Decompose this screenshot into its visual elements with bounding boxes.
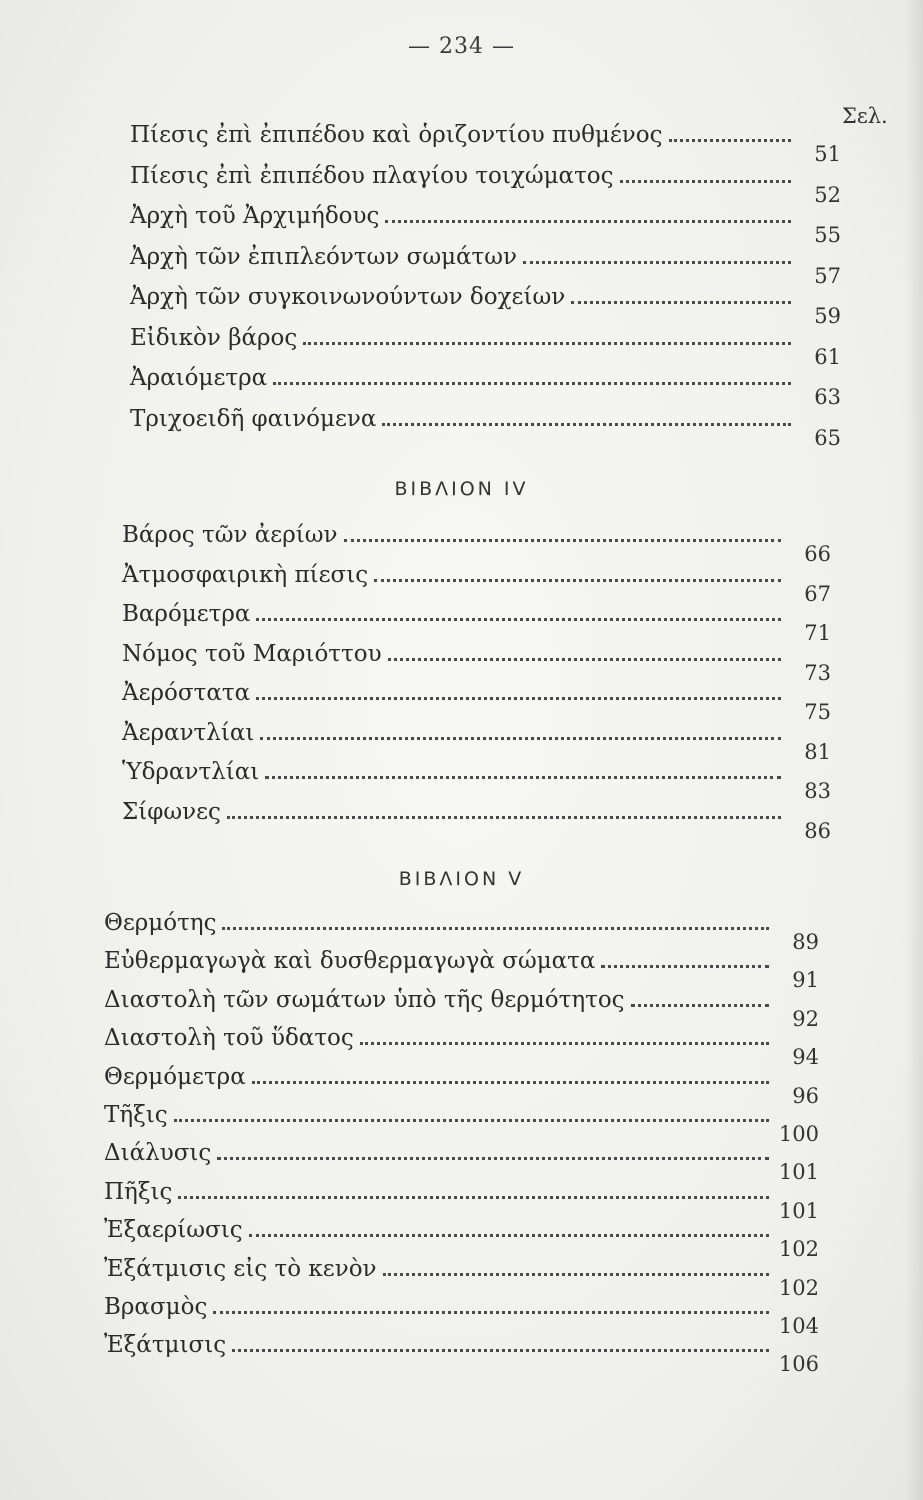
toc-entry-page-number: 59 <box>814 304 841 328</box>
dot-leader <box>374 578 781 582</box>
toc-entry-title: Θερμότης <box>104 910 217 936</box>
dot-leader <box>601 964 769 968</box>
dot-leader <box>222 926 769 930</box>
toc-entry-title: Πίεσις ἐπὶ ἐπιπέδου πλαγίου τοιχώματος <box>130 162 614 189</box>
toc-entry-title: Ἐξάτμισις εἰς τὸ κενὸν <box>104 1255 377 1282</box>
toc-entry <box>104 938 819 993</box>
toc-entry <box>122 710 831 764</box>
toc-entry-title: Εἰδικὸν βάρος <box>130 324 298 351</box>
toc-entry-page-number: 92 <box>792 1006 819 1031</box>
toc-entry <box>104 1322 819 1377</box>
dot-leader <box>174 1118 769 1122</box>
toc-entry <box>104 1169 819 1223</box>
toc-entry-page-number: 106 <box>778 1352 819 1377</box>
toc-entry-page-number: 55 <box>814 223 841 247</box>
toc-entry-title: Ὑδραντλίαι <box>122 759 260 785</box>
toc-entry-page-number: 91 <box>792 968 819 993</box>
dot-leader <box>232 1348 769 1352</box>
toc-entry-title: Διαστολὴ τῶν σωμάτων ὑπὸ τῆς θερμότητος <box>104 986 625 1013</box>
toc-entry-title: Ἐξαερίωσις <box>104 1217 243 1244</box>
dot-leader <box>571 300 791 304</box>
toc-entry <box>104 1130 819 1185</box>
toc-entry <box>130 234 841 288</box>
toc-entry-title: Ἀρχὴ τῶν συγκοινωνούντων δοχείων <box>130 284 566 310</box>
toc-entry <box>122 789 831 843</box>
toc-entry <box>104 1246 819 1300</box>
toc-entry <box>122 552 831 606</box>
dot-leader <box>252 1080 769 1084</box>
dot-leader <box>383 1272 769 1276</box>
dot-leader <box>249 1233 769 1237</box>
dot-leader <box>385 219 791 223</box>
dot-leader <box>620 179 791 183</box>
toc-entry-title: Διαστολὴ τοῦ ὕδατος <box>104 1025 354 1052</box>
toc-entry <box>130 193 841 247</box>
toc-entry-title: Νόμος τοῦ Μαριόττου <box>122 640 382 667</box>
toc-entry-page-number: 94 <box>792 1045 819 1070</box>
toc-entry-page-number: 67 <box>804 581 831 606</box>
toc-entry-title: Ἀτμοσφαιρικὴ πίεσις <box>122 561 369 588</box>
toc-entry-page-number: 102 <box>778 1275 819 1300</box>
toc-entry <box>104 1284 819 1338</box>
toc-entry-page-number: 52 <box>814 182 841 207</box>
dot-leader <box>631 1003 769 1007</box>
toc-entry <box>104 900 819 954</box>
toc-entry-page-number: 51 <box>814 142 841 166</box>
toc-entry <box>122 749 831 803</box>
toc-entry <box>130 315 841 369</box>
toc-entry-title: Πίεσις ἐπὶ ἐπιπέδου καὶ ὁριζοντίου πυθμένος <box>130 122 663 148</box>
toc-entry <box>122 512 831 566</box>
dot-leader <box>669 138 791 142</box>
toc-entry-page-number: 86 <box>804 818 831 843</box>
toc-entry-page-number: 101 <box>778 1160 819 1185</box>
toc-entry-page-number: 81 <box>804 739 831 764</box>
toc-entry-title: Πῆξις <box>104 1178 173 1205</box>
toc-entry-page-number: 63 <box>814 385 841 409</box>
toc-entry-page-number: 73 <box>804 660 831 685</box>
toc-entry-title: Τριχοειδῆ φαινόμενα <box>130 405 377 432</box>
section-heading: ΒΙΒΛΙΟΝ IV <box>394 478 529 500</box>
dot-leader <box>265 775 781 779</box>
toc-entry-title: Τῆξις <box>104 1102 168 1128</box>
toc-entry-page-number: 65 <box>814 425 841 450</box>
toc-entry-page-number: 57 <box>814 263 841 288</box>
toc-entry-title: Ἀρχὴ τῶν ἐπιπλεόντων σωμάτων <box>130 243 518 270</box>
toc-entry-page-number: 96 <box>792 1083 819 1108</box>
dot-leader <box>303 341 791 345</box>
toc-entry-page-number: 71 <box>804 621 831 645</box>
dot-leader <box>344 538 782 542</box>
dot-leader <box>260 736 781 740</box>
toc-entry <box>130 396 841 450</box>
toc-entry-title: Σίφωνες <box>122 798 221 825</box>
toc-entry <box>104 1207 819 1262</box>
toc-entry <box>104 977 819 1031</box>
toc-entry-title: Εὐθερμαγωγὰ καὶ δυσθερμαγωγὰ σώματα <box>104 948 596 975</box>
page-number: — 234 — <box>408 34 515 59</box>
toc-entry-title: Θερμόμετρα <box>104 1063 246 1090</box>
toc-entry <box>130 355 841 409</box>
page-column-header: Σελ. <box>842 104 888 128</box>
toc-entry-page-number: 83 <box>804 779 831 803</box>
toc-entry <box>104 1054 819 1108</box>
page-edge-shadow <box>905 0 923 1500</box>
toc-entry-page-number: 75 <box>804 700 831 724</box>
section-heading: ΒΙΒΛΙΟΝ V <box>398 868 525 890</box>
dot-leader <box>382 422 791 426</box>
toc-entry-page-number: 100 <box>778 1122 819 1146</box>
dot-leader <box>178 1195 769 1199</box>
toc-entry <box>122 591 831 645</box>
toc-entry-title: Ἀραιόμετρα <box>130 365 268 391</box>
toc-entry-page-number: 66 <box>804 542 831 566</box>
toc-entry-page-number: 104 <box>778 1314 819 1338</box>
toc-entry <box>122 670 831 724</box>
toc-entry <box>130 112 841 166</box>
toc-entry-title: Διάλυσις <box>104 1140 212 1167</box>
toc-entry-title: Βρασμὸς <box>104 1294 208 1320</box>
toc-entry-page-number: 61 <box>814 344 841 369</box>
toc-entry-page-number: 101 <box>778 1198 819 1223</box>
dot-leader <box>273 381 791 385</box>
toc-entry <box>130 274 841 328</box>
toc-entry <box>122 631 831 685</box>
dot-leader <box>213 1310 769 1314</box>
dot-leader <box>523 260 791 264</box>
dot-leader <box>256 696 781 700</box>
toc-entry-title: Ἀερόστατα <box>122 680 251 706</box>
dot-leader <box>360 1041 769 1045</box>
toc-entry-page-number: 102 <box>778 1237 819 1262</box>
toc-entry-page-number: 89 <box>792 930 819 954</box>
toc-entry <box>104 1015 819 1070</box>
toc-entry <box>130 153 841 207</box>
dot-leader <box>227 815 781 819</box>
dot-leader <box>388 657 781 661</box>
toc-entry-title: Ἐξάτμισις <box>104 1332 227 1359</box>
toc-entry-title: Βαρόμετρα <box>122 601 251 627</box>
dot-leader <box>217 1156 769 1160</box>
dot-leader <box>256 617 781 621</box>
toc-entry-title: Ἀεραντλίαι <box>122 719 255 746</box>
toc-entry-title: Ἀρχὴ τοῦ Ἀρχιμήδους <box>130 203 380 229</box>
toc-entry <box>104 1092 819 1146</box>
toc-entry-title: Βάρος τῶν ἀερίων <box>122 522 338 548</box>
